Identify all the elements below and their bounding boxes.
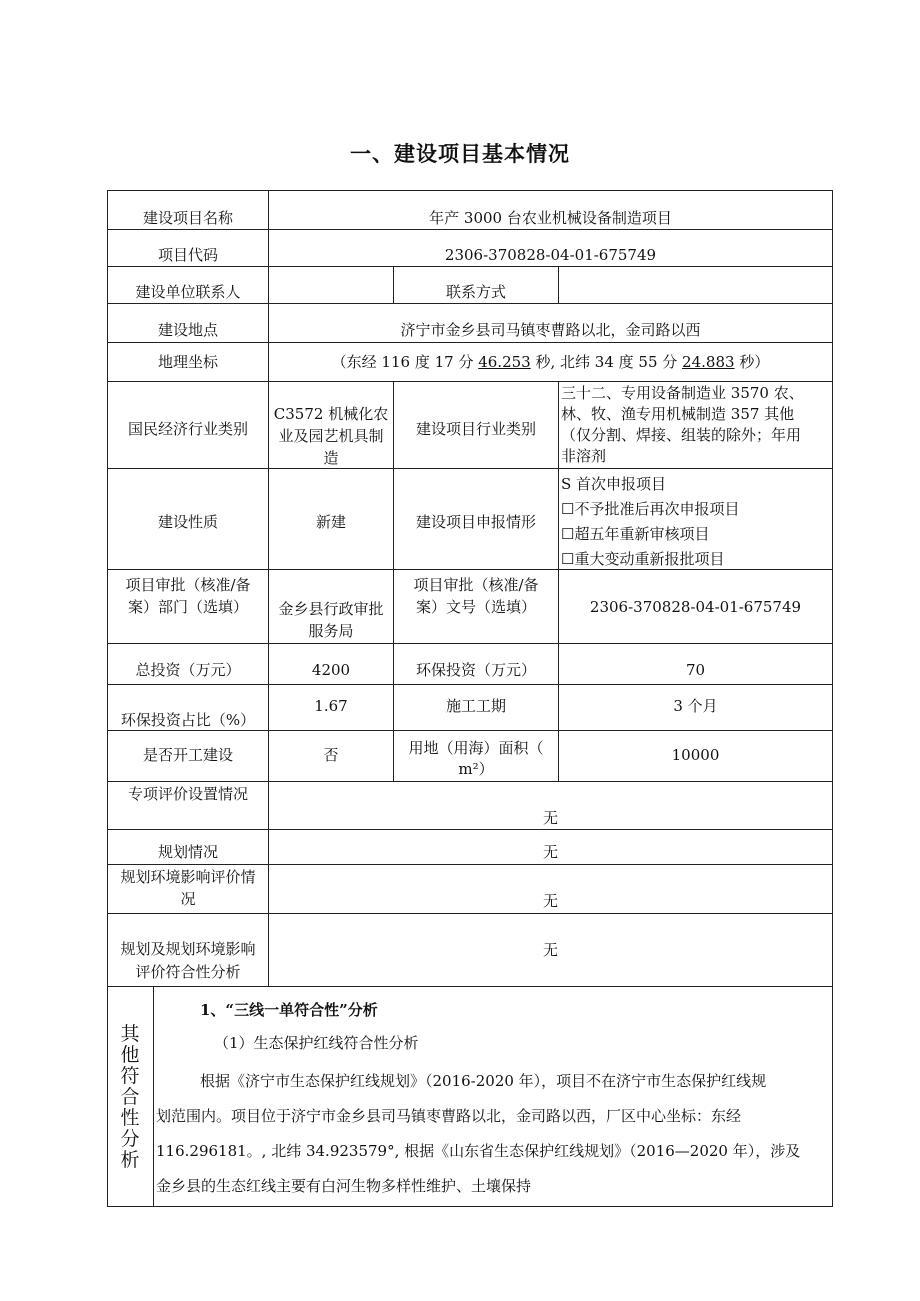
option-redeclare-after-rejection: ☐不予批准后再次申报项目 <box>561 500 740 518</box>
planning-value: 无 <box>542 843 558 861</box>
planning-env-impact-label-line: 况 <box>180 890 196 908</box>
row-divider <box>107 229 833 230</box>
approval-department-label-line: 项目审批（核准/备 <box>125 576 251 594</box>
construction-started-value: 否 <box>323 746 339 764</box>
vertical-char: 析 <box>120 1149 140 1171</box>
env-investment-ratio-label: 环保投资占比（%） <box>120 711 256 729</box>
contact-method-label: 联系方式 <box>445 283 506 301</box>
row-divider <box>107 913 833 914</box>
row-divider <box>107 303 833 304</box>
declaration-situation-label: 建设项目申报情形 <box>415 513 536 531</box>
approval-number-value: 2306-370828-04-01-675749 <box>589 598 802 616</box>
row-divider <box>107 266 833 267</box>
column-divider <box>153 986 154 1207</box>
latitude-seconds: 24.883 <box>682 353 735 371</box>
planning-conformity-label <box>108 938 268 984</box>
approval-number-label-line: 项目审批（核准/备 <box>413 576 539 594</box>
land-area-label-line: m²） <box>458 760 494 778</box>
planning-label: 规划情况 <box>157 843 218 861</box>
project-industry-line: （仅分割、焊接、组装的除外；年用 <box>561 426 802 444</box>
analysis-paragraph-line: 根据《济宁市生态保护红线规划》（2016-2020 年），项目不在济宁市生态保护红线规 <box>200 1072 767 1090</box>
approval-department-value-line: 服务局 <box>308 622 354 640</box>
approval-department-value-line: 金乡县行政审批 <box>278 600 384 618</box>
special-evaluation-value: 无 <box>542 809 558 827</box>
column-divider <box>558 381 559 781</box>
location-value: 济宁市金乡县司马镇枣曹路以北，金司路以西 <box>400 321 701 339</box>
construction-period-value: 3 个月 <box>673 697 718 715</box>
planning-env-impact-value: 无 <box>542 892 558 910</box>
env-investment-value: 70 <box>685 661 706 679</box>
approval-number-label-line: 案）文号（选填） <box>415 598 536 616</box>
coordinates-middle: 秒, 北纬 34 度 55 分 <box>530 353 683 371</box>
construction-nature-value: 新建 <box>315 513 346 531</box>
project-code-label: 项目代码 <box>157 246 218 264</box>
vertical-char: 合 <box>120 1086 140 1108</box>
construction-period-label: 施工工期 <box>445 697 506 715</box>
analysis-paragraph-line: 金乡县的生态红线主要有白河生物多样性维护、土壤保持 <box>156 1177 532 1195</box>
industry-value-line: 业及园艺机具制 <box>278 427 384 445</box>
coordinates-prefix: （东经 116 度 17 分 <box>331 353 479 371</box>
analysis-paragraph-line: 划范围内。项目位于济宁市金乡县司马镇枣曹路以北，金司路以西，厂区中心坐标：东经 <box>156 1107 742 1125</box>
env-investment-ratio-value: 1.67 <box>314 697 348 715</box>
project-industry-label: 建设项目行业类别 <box>415 420 536 438</box>
special-evaluation-label: 专项评价设置情况 <box>127 785 248 803</box>
planning-env-impact-label-line: 规划环境影响评价情 <box>120 868 256 886</box>
analysis-paragraph-line: 116.296181。, 北纬 34.923579°, 根据《山东省生态保护红线规划》（2016—2020 年），涉及 <box>156 1142 801 1160</box>
option-reexamine-over-five-years: ☐超五年重新审核项目 <box>561 525 710 543</box>
column-divider <box>268 190 269 986</box>
coordinates-label: 地理坐标 <box>157 353 218 371</box>
project-code-value: 2306-370828-04-01-675749 <box>444 246 657 264</box>
option-major-change-reapproval: ☐重大变动重新报批项目 <box>561 550 725 568</box>
row-divider <box>107 643 833 644</box>
vertical-char: 分 <box>120 1128 140 1150</box>
env-investment-label: 环保投资（万元） <box>415 661 536 679</box>
planning-conformity-label-line: 规划及规划环境影响 <box>120 940 256 958</box>
location-label: 建设地点 <box>157 321 218 339</box>
total-investment-label: 总投资（万元） <box>135 661 241 679</box>
approval-number-label <box>394 574 558 618</box>
coordinates-value <box>269 352 832 373</box>
industry-category-label: 国民经济行业类别 <box>127 420 248 438</box>
row-divider <box>107 468 833 469</box>
approval-department-label <box>108 574 268 618</box>
construction-started-label: 是否开工建设 <box>142 746 233 764</box>
approval-department-value <box>269 598 393 642</box>
project-industry-line: 三十二、专用设备制造业 3570 农、 <box>561 384 804 402</box>
land-area-value: 10000 <box>671 746 720 764</box>
row-divider <box>107 781 833 782</box>
planning-conformity-label-line: 评价符合性分析 <box>135 963 241 981</box>
project-name-value: 年产 3000 台农业机械设备制造项目 <box>429 209 672 227</box>
project-industry-line: 林、牧、渔专用机械制造 357 其他 <box>561 405 795 423</box>
other-conformity-vertical-label <box>108 1024 152 1171</box>
total-investment-value: 4200 <box>311 661 351 679</box>
option-first-declaration: S 首次申报项目 <box>561 475 667 493</box>
construction-nature-label: 建设性质 <box>157 513 218 531</box>
contact-person-label: 建设单位联系人 <box>135 283 241 301</box>
row-divider <box>107 342 833 343</box>
project-industry-line: 非溶剂 <box>561 447 607 465</box>
row-divider <box>107 829 833 830</box>
vertical-char: 性 <box>120 1107 140 1129</box>
industry-value-line: 造 <box>323 449 339 467</box>
land-area-label-line: 用地（用海）面积（ <box>408 739 544 757</box>
column-divider <box>558 266 559 303</box>
row-divider <box>107 986 833 987</box>
vertical-char: 符 <box>120 1065 140 1087</box>
declaration-options <box>561 472 832 572</box>
planning-conformity-value: 无 <box>542 941 558 959</box>
project-name-label: 建设项目名称 <box>142 209 233 227</box>
section-heading-three-lines-one-list: 1、“三线一单符合性”分析 <box>200 1001 378 1019</box>
row-divider <box>107 381 833 382</box>
longitude-seconds: 46.253 <box>478 353 531 371</box>
project-industry-value <box>561 383 832 467</box>
industry-value-line: C3572 机械化农 <box>273 405 389 423</box>
row-divider <box>107 684 833 685</box>
subsection-heading-ecological-redline: （1）生态保护红线符合性分析 <box>214 1034 419 1052</box>
land-area-label <box>394 738 558 780</box>
vertical-char: 他 <box>120 1044 140 1066</box>
vertical-char: 其 <box>120 1023 140 1045</box>
approval-department-label-line: 案）部门（选填） <box>127 598 248 616</box>
coordinates-suffix: 秒） <box>734 353 770 371</box>
planning-env-impact-label <box>108 866 268 910</box>
row-divider <box>107 864 833 865</box>
document-title: 一、建设项目基本情况 <box>350 142 570 166</box>
industry-category-value <box>269 403 393 469</box>
